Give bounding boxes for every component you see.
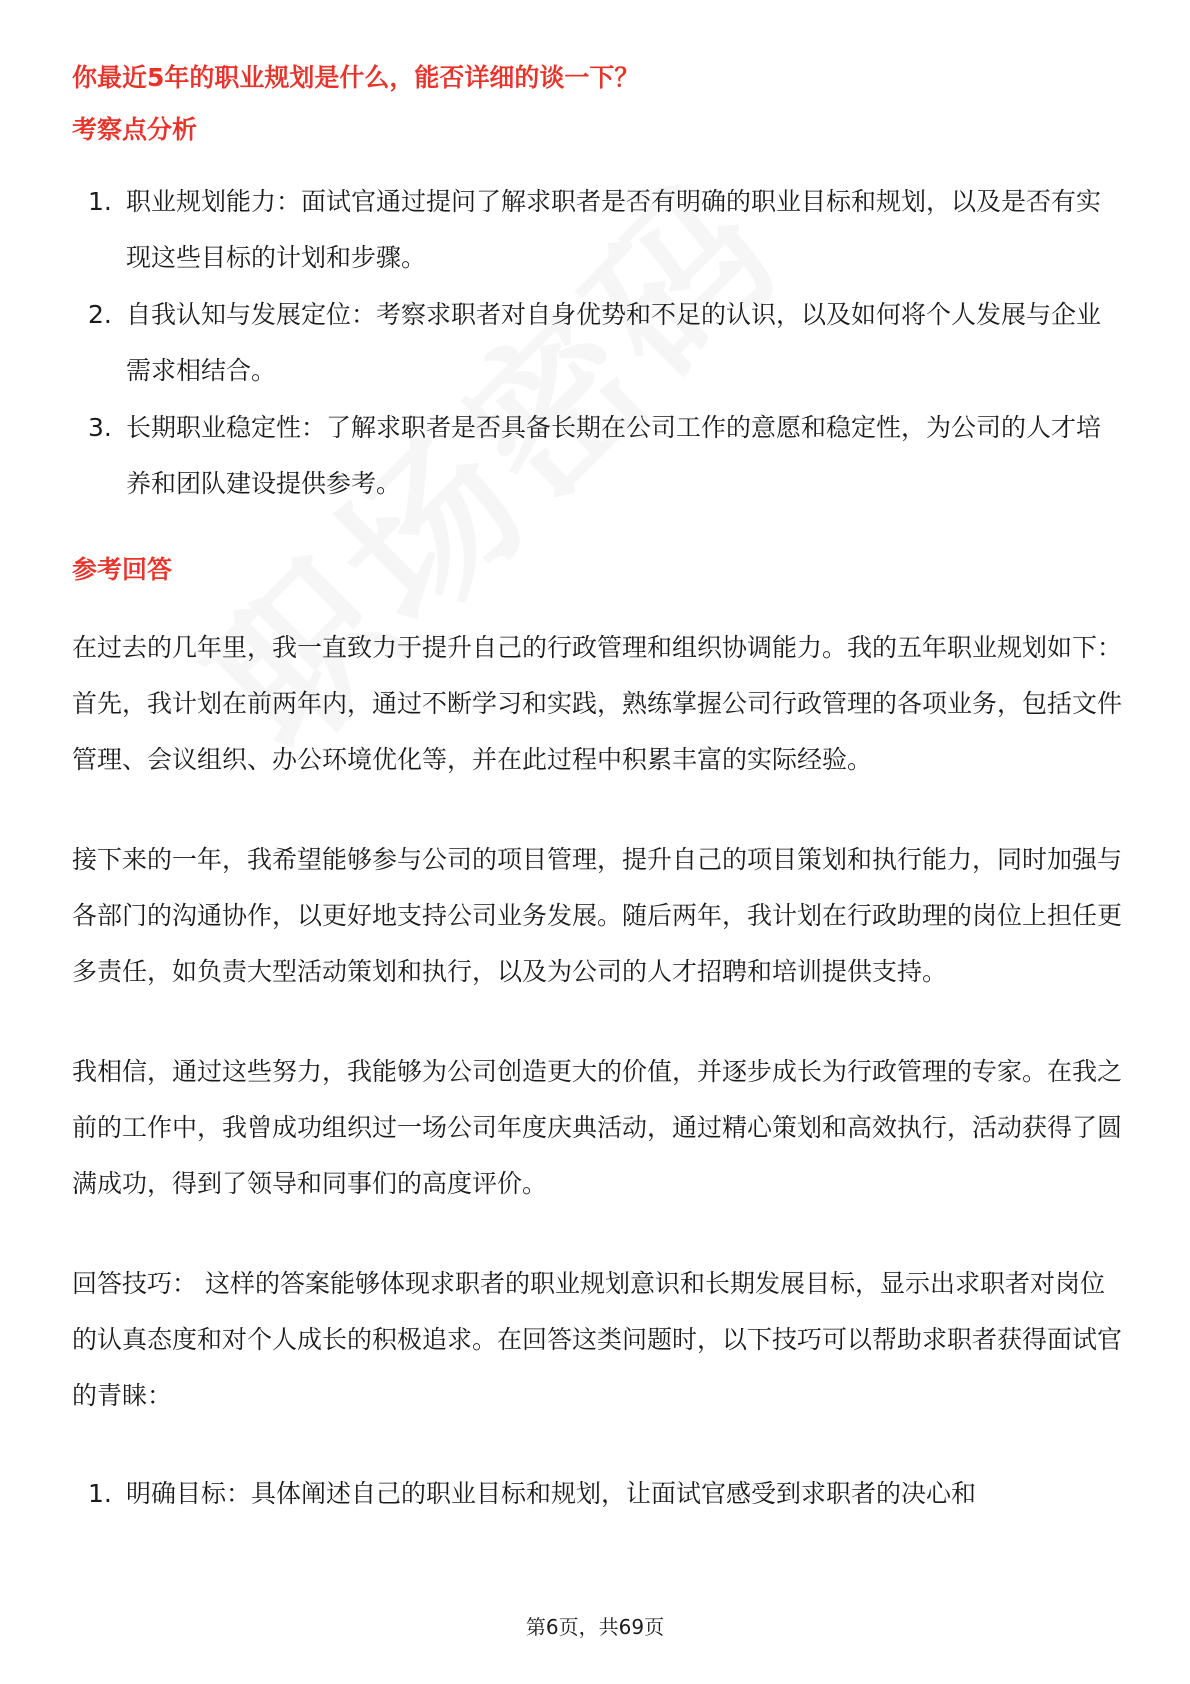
list-item: 3. 长期职业稳定性：了解求职者是否具备长期在公司工作的意愿和稳定性，为公司的人才培养和团队建设提供参考。 [88, 413, 1102, 498]
answer-tips-intro: 回答技巧： 这样的答案能够体现求职者的职业规划意识和长期发展目标，显示出求职者对岗位的认真态度和对个人成长的积极追求。在回答这类问题时，以下技巧可以帮助求职者获得面试官的青睐： [72, 1269, 1123, 1410]
tips-list [72, 1466, 1122, 1522]
answer-paragraph: 我相信，通过这些努力，我能够为公司创造更大的价值，并逐步成长为行政管理的专家。在我之前的工作中，我曾成功组织过一场公司年度庆典活动，通过精心策划和高效执行，活动获得了圆满成功，得到了领导和同事们的高度评价。 [72, 1057, 1123, 1198]
question-heading: 你最近5年的职业规划是什么，能否详细的谈一下？ [72, 63, 640, 92]
content [72, 60, 1122, 1522]
answer-title: 参考回答 [72, 555, 173, 584]
list-item: 2. 自我认知与发展定位：考察求职者对自身优势和不足的认识，以及如何将个人发展与企业需求相结合。 [88, 300, 1102, 385]
analysis-list [72, 174, 1122, 512]
analysis-title: 考察点分析 [72, 115, 198, 144]
answer-paragraph: 接下来的一年，我希望能够参与公司的项目管理，提升自己的项目策划和执行能力，同时加强与各部门的沟通协作，以更好地支持公司业务发展。随后两年，我计划在行政助理的岗位上担任更多责任，如负责大型活动策划和执行，以及为公司的人才招聘和培训提供支持。 [72, 845, 1123, 986]
list-item: 1. 职业规划能力：面试官通过提问了解求职者是否有明确的职业目标和规划，以及是否有实现这些目标的计划和步骤。 [88, 187, 1102, 272]
page-number: 第6页，共69页 [525, 1615, 665, 1639]
list-item: 1. 明确目标：具体阐述自己的职业目标和规划，让面试官感受到求职者的决心和 [88, 1479, 977, 1508]
answer-paragraph: 在过去的几年里，我一直致力于提升自己的行政管理和组织协调能力。我的五年职业规划如下：首先，我计划在前两年内，通过不断学习和实践，熟练掌握公司行政管理的各项业务，包括文件管理、会议组织、办公环境优化等，并在此过程中积累丰富的实际经验。 [72, 633, 1123, 774]
